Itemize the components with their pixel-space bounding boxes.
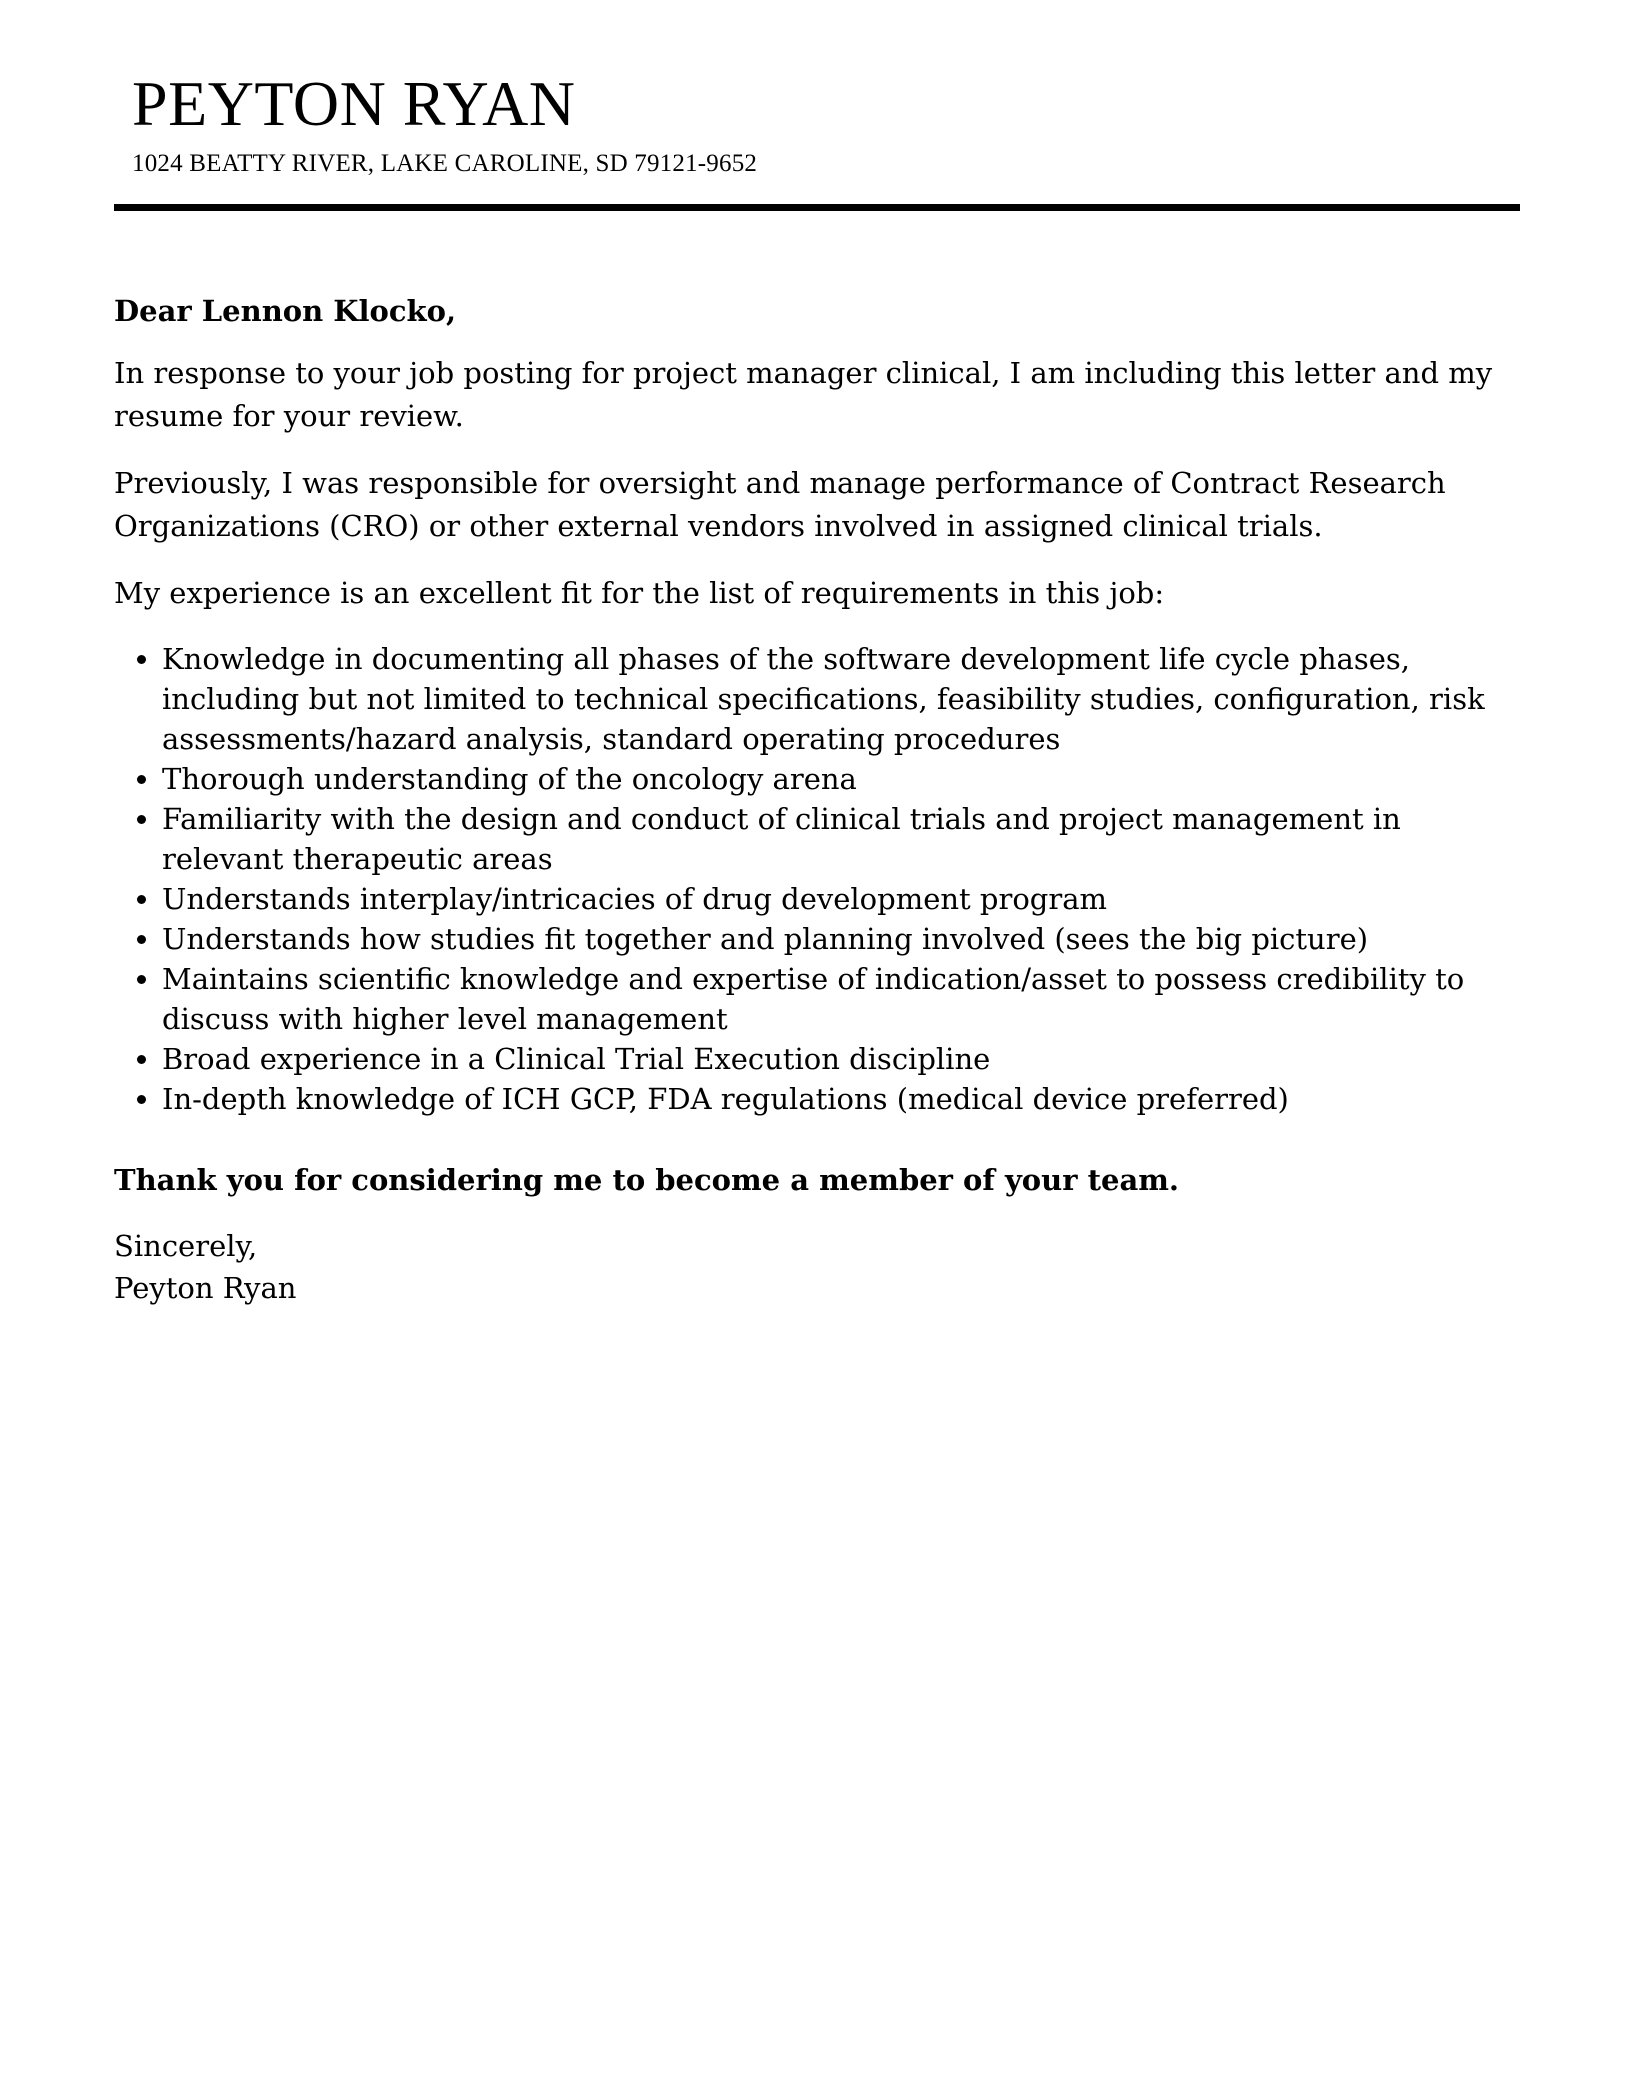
applicant-name: PEYTON RYAN [132,68,576,139]
list-item: • Broad experience in a Clinical Trial Execution discipline [162,1039,1504,1079]
requirements-list [114,639,1504,1119]
header-divider [114,204,1520,211]
experience-paragraph: Previously, I was responsible for oversight and manage performance of Contract Research Organizations (CRO) or other external vendors involved in assigned clinical trials. [114,466,1446,543]
letter-body [114,290,1504,1309]
intro-paragraph: In response to your job posting for project manager clinical, I am including this letter and my resume for your review. [114,356,1493,433]
requirements-intro: My experience is an excellent fit for the list of requirements in this job: [114,576,1165,610]
salutation: Dear Lennon Klocko, [114,294,457,328]
list-item: • In-depth knowledge of ICH GCP, FDA regulations (medical device preferred) [162,1079,1504,1119]
list-item: • Maintains scientific knowledge and expertise of indication/asset to possess credibility to discuss with higher level management [162,959,1504,1039]
signature-name: Peyton Ryan [114,1271,297,1305]
applicant-address: 1024 BEATTY RIVER, LAKE CAROLINE, SD 79121-9652 [132,150,758,177]
list-item: • Familiarity with the design and conduct of clinical trials and project management in relevant therapeutic areas [162,799,1504,879]
signoff: Sincerely, [114,1229,258,1263]
closing-statement: Thank you for considering me to become a member of your team. [114,1163,1180,1197]
list-item: • Understands how studies fit together and planning involved (sees the big picture) [162,919,1504,959]
list-item: • Understands interplay/intricacies of drug development program [162,879,1504,919]
list-item: • Knowledge in documenting all phases of the software development life cycle phases, including but not limited to technical specifications, feasibility studies, configuration, risk assessments/hazard analysis, standard operating procedures [162,639,1504,759]
letter-header [132,66,1512,180]
list-item: • Thorough understanding of the oncology arena [162,759,1504,799]
